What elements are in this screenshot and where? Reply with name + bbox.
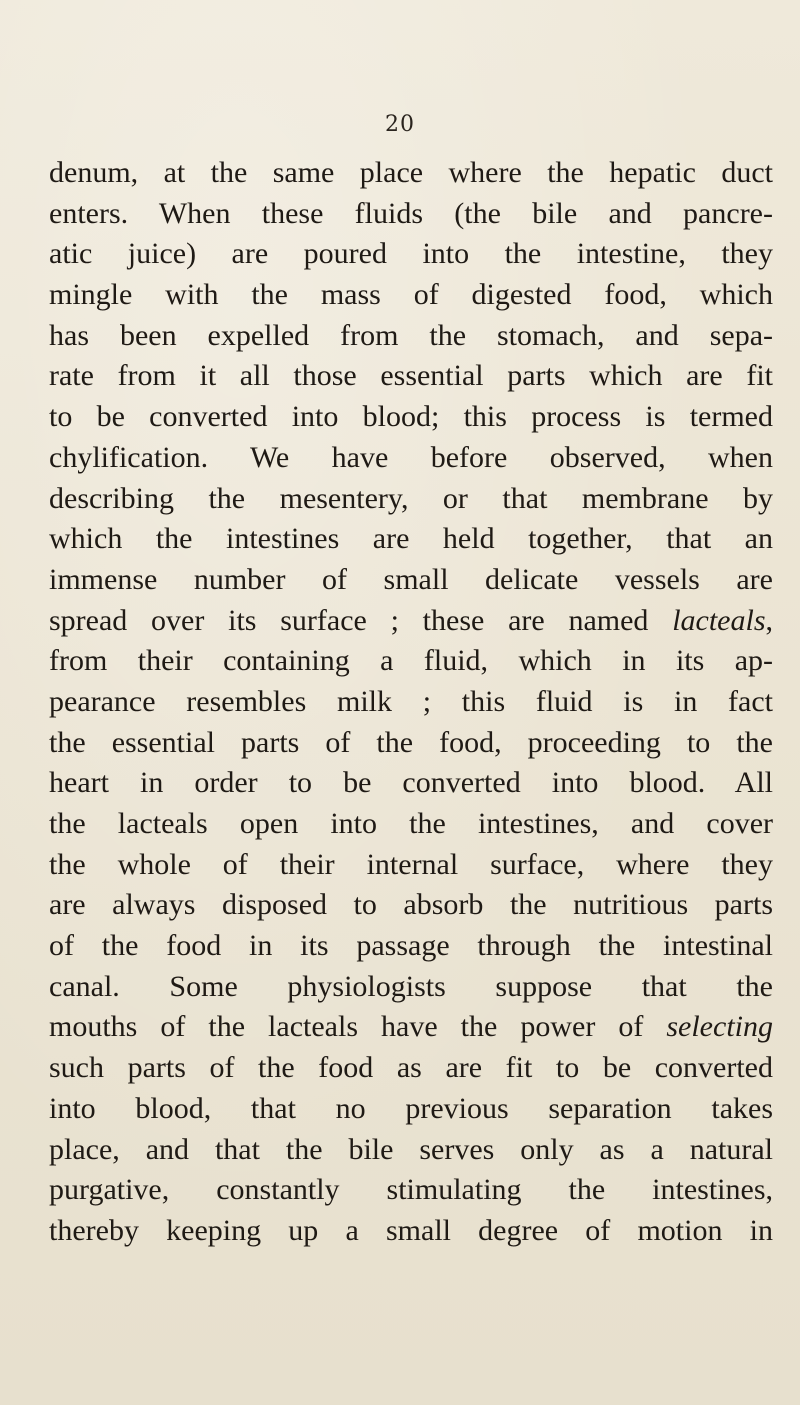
text-segment: spread over its surface ; these are named	[49, 603, 673, 637]
text-segment: into blood, that no previous separation takes	[49, 1091, 773, 1125]
text-line	[49, 926, 773, 967]
text-line	[49, 194, 773, 235]
text-segment: canal. Some physiologists suppose that the	[49, 969, 773, 1003]
text-line	[49, 397, 773, 438]
text-line	[49, 723, 773, 764]
text-segment: pearance resembles milk ; this fluid is in fact	[49, 684, 773, 718]
text-segment: are always disposed to absorb the nutritious parts	[49, 888, 773, 922]
text-line	[49, 1089, 773, 1130]
text-line	[49, 234, 773, 275]
text-line	[49, 1007, 773, 1048]
text-segment: place, and that the bile serves only as a natural	[49, 1132, 773, 1166]
text-segment: heart in order to be converted into blood. All	[49, 766, 773, 800]
text-line	[49, 356, 773, 397]
text-line	[49, 804, 773, 845]
text-segment: from their containing a fluid, which in its ap-	[49, 644, 773, 678]
text-segment: rate from it all those essential parts which are fit	[49, 359, 773, 393]
text-segment: enters. When these fluids (the bile and pancre-	[49, 196, 773, 230]
text-line	[49, 885, 773, 926]
text-line	[49, 275, 773, 316]
italic-term: selecting	[666, 1010, 773, 1044]
text-segment: which the intestines are held together, that an	[49, 522, 773, 556]
text-segment: denum, at the same place where the hepatic duct	[49, 156, 773, 189]
text-line	[49, 967, 773, 1008]
text-line	[49, 316, 773, 357]
text-line	[49, 1170, 773, 1211]
text-segment: the whole of their internal surface, where they	[49, 847, 773, 881]
text-line	[49, 682, 773, 723]
text-line	[49, 1130, 773, 1171]
text-segment: of the food in its passage through the intestinal	[49, 929, 773, 963]
text-line	[49, 438, 773, 479]
text-line	[49, 601, 773, 642]
text-segment: immense number of small delicate vessels are	[49, 562, 773, 596]
text-segment: mingle with the mass of digested food, which	[49, 278, 773, 312]
text-line	[49, 519, 773, 560]
body-paragraph	[49, 153, 773, 1252]
italic-term: lacteals	[672, 603, 766, 637]
text-line	[49, 479, 773, 520]
text-segment: ,	[765, 603, 773, 637]
text-segment: the lacteals open into the intestines, and cover	[49, 807, 773, 840]
text-line	[49, 1211, 773, 1252]
text-segment: such parts of the food as are fit to be converted	[49, 1051, 773, 1085]
text-segment: to be converted into blood; this process is termed	[49, 400, 773, 434]
text-line	[49, 560, 773, 601]
page-number: 20	[385, 112, 415, 137]
text-line	[49, 641, 773, 682]
text-segment: has been expelled from the stomach, and sepa-	[49, 318, 773, 352]
text-line	[49, 1048, 773, 1089]
text-line	[49, 845, 773, 886]
text-line	[49, 763, 773, 804]
text-segment: describing the mesentery, or that membrane by	[49, 481, 773, 515]
text-segment: mouths of the lacteals have the power of	[49, 1010, 667, 1044]
text-segment: chylification. We have before observed, when	[49, 440, 773, 474]
text-segment: thereby keeping up a small degree of motion in	[49, 1213, 773, 1247]
text-segment: purgative, constantly stimulating the intestines,	[49, 1173, 773, 1207]
text-line	[49, 153, 773, 194]
text-segment: atic juice) are poured into the intestine, they	[49, 237, 773, 271]
text-segment: the essential parts of the food, proceeding to the	[49, 725, 773, 759]
